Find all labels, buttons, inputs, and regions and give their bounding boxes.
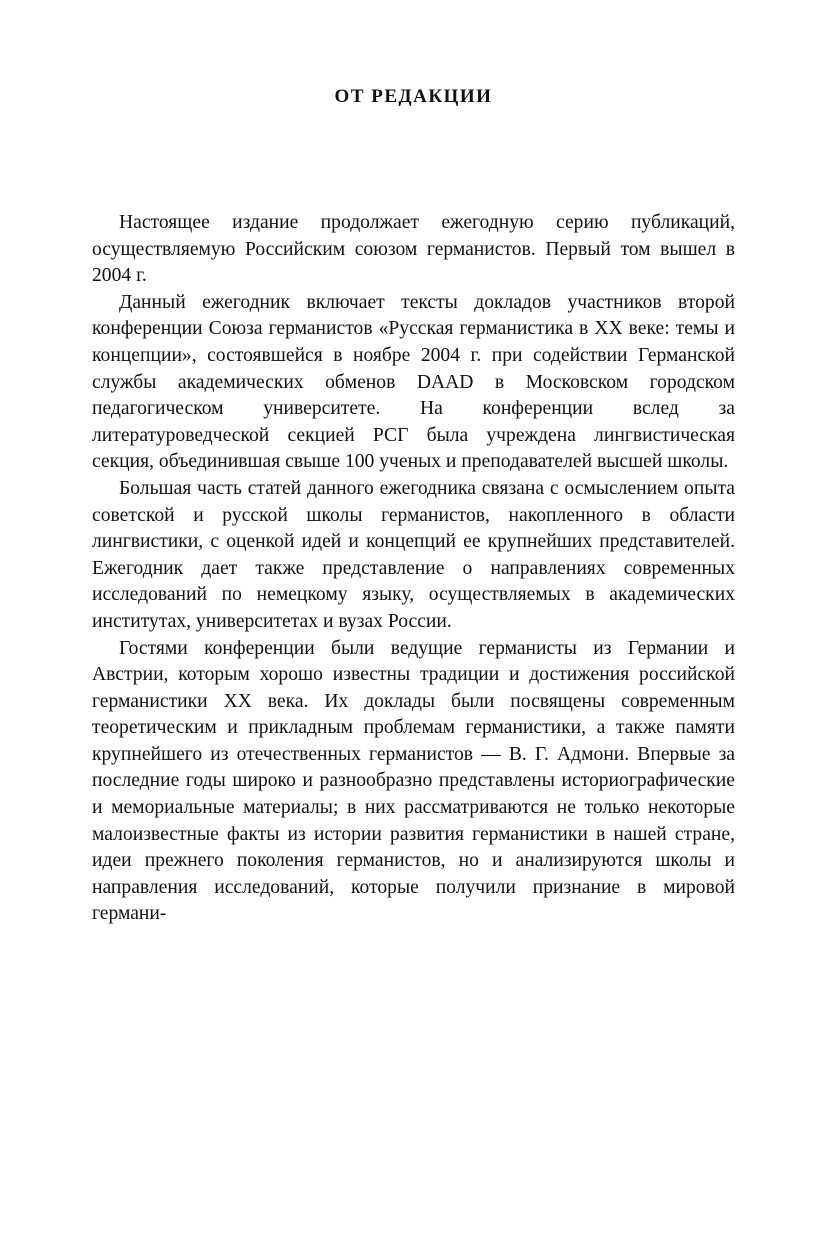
paragraph-2: Данный ежегодник включает тексты докладов участников второй конференции Союза германистов «Русская германистика в XX веке: темы и концепции», состоявшейся в ноябре 2004 г. при содействии Германской службы академических обменов DAAD в Московском городском педагогическом университете. На конференции вслед за литературоведческой секцией РСГ была учреждена лингвистическая секция, объединившая свыше 100 ученых и преподавателей высшей школы. (92, 291, 735, 473)
paragraph-3: Большая часть статей данного ежегодника связана с осмыслением опыта советской и русской школы германистов, накопленного в области лингвистики, с оценкой идей и концепций ее крупнейших представителей. Ежегодник дает также представление о направлениях современных исследований по немецкому языку, осуществляемых в академических институтах, университетах и вузах России. (92, 477, 735, 632)
page-title: ОТ РЕДАКЦИИ (334, 86, 493, 107)
paragraph-4: Гостями конференции были ведущие германисты из Германии и Австрии, которым хорошо известны традиции и достижения российской германистики XX века. Их доклады были посвящены современным теоретическим и прикладным проблемам германистики, а также памяти крупнейшего из отечественных германистов — В. Г. Адмони. Впервые за последние годы широко и разнообразно представлены историографические и мемориальные материалы; в них рассматриваются не только некоторые малоизвестные факты из истории развития германистики в нашей стране, идеи прежнего поколения германистов, но и анализируются школы и направления исследований, которые получили признание в мировой германи- (92, 637, 735, 925)
paragraph-1: Настоящее издание продолжает ежегодную серию публикаций, осуществляемую Российским союзом германистов. Первый том вышел в 2004 г. (92, 212, 735, 287)
body-text (92, 210, 735, 928)
